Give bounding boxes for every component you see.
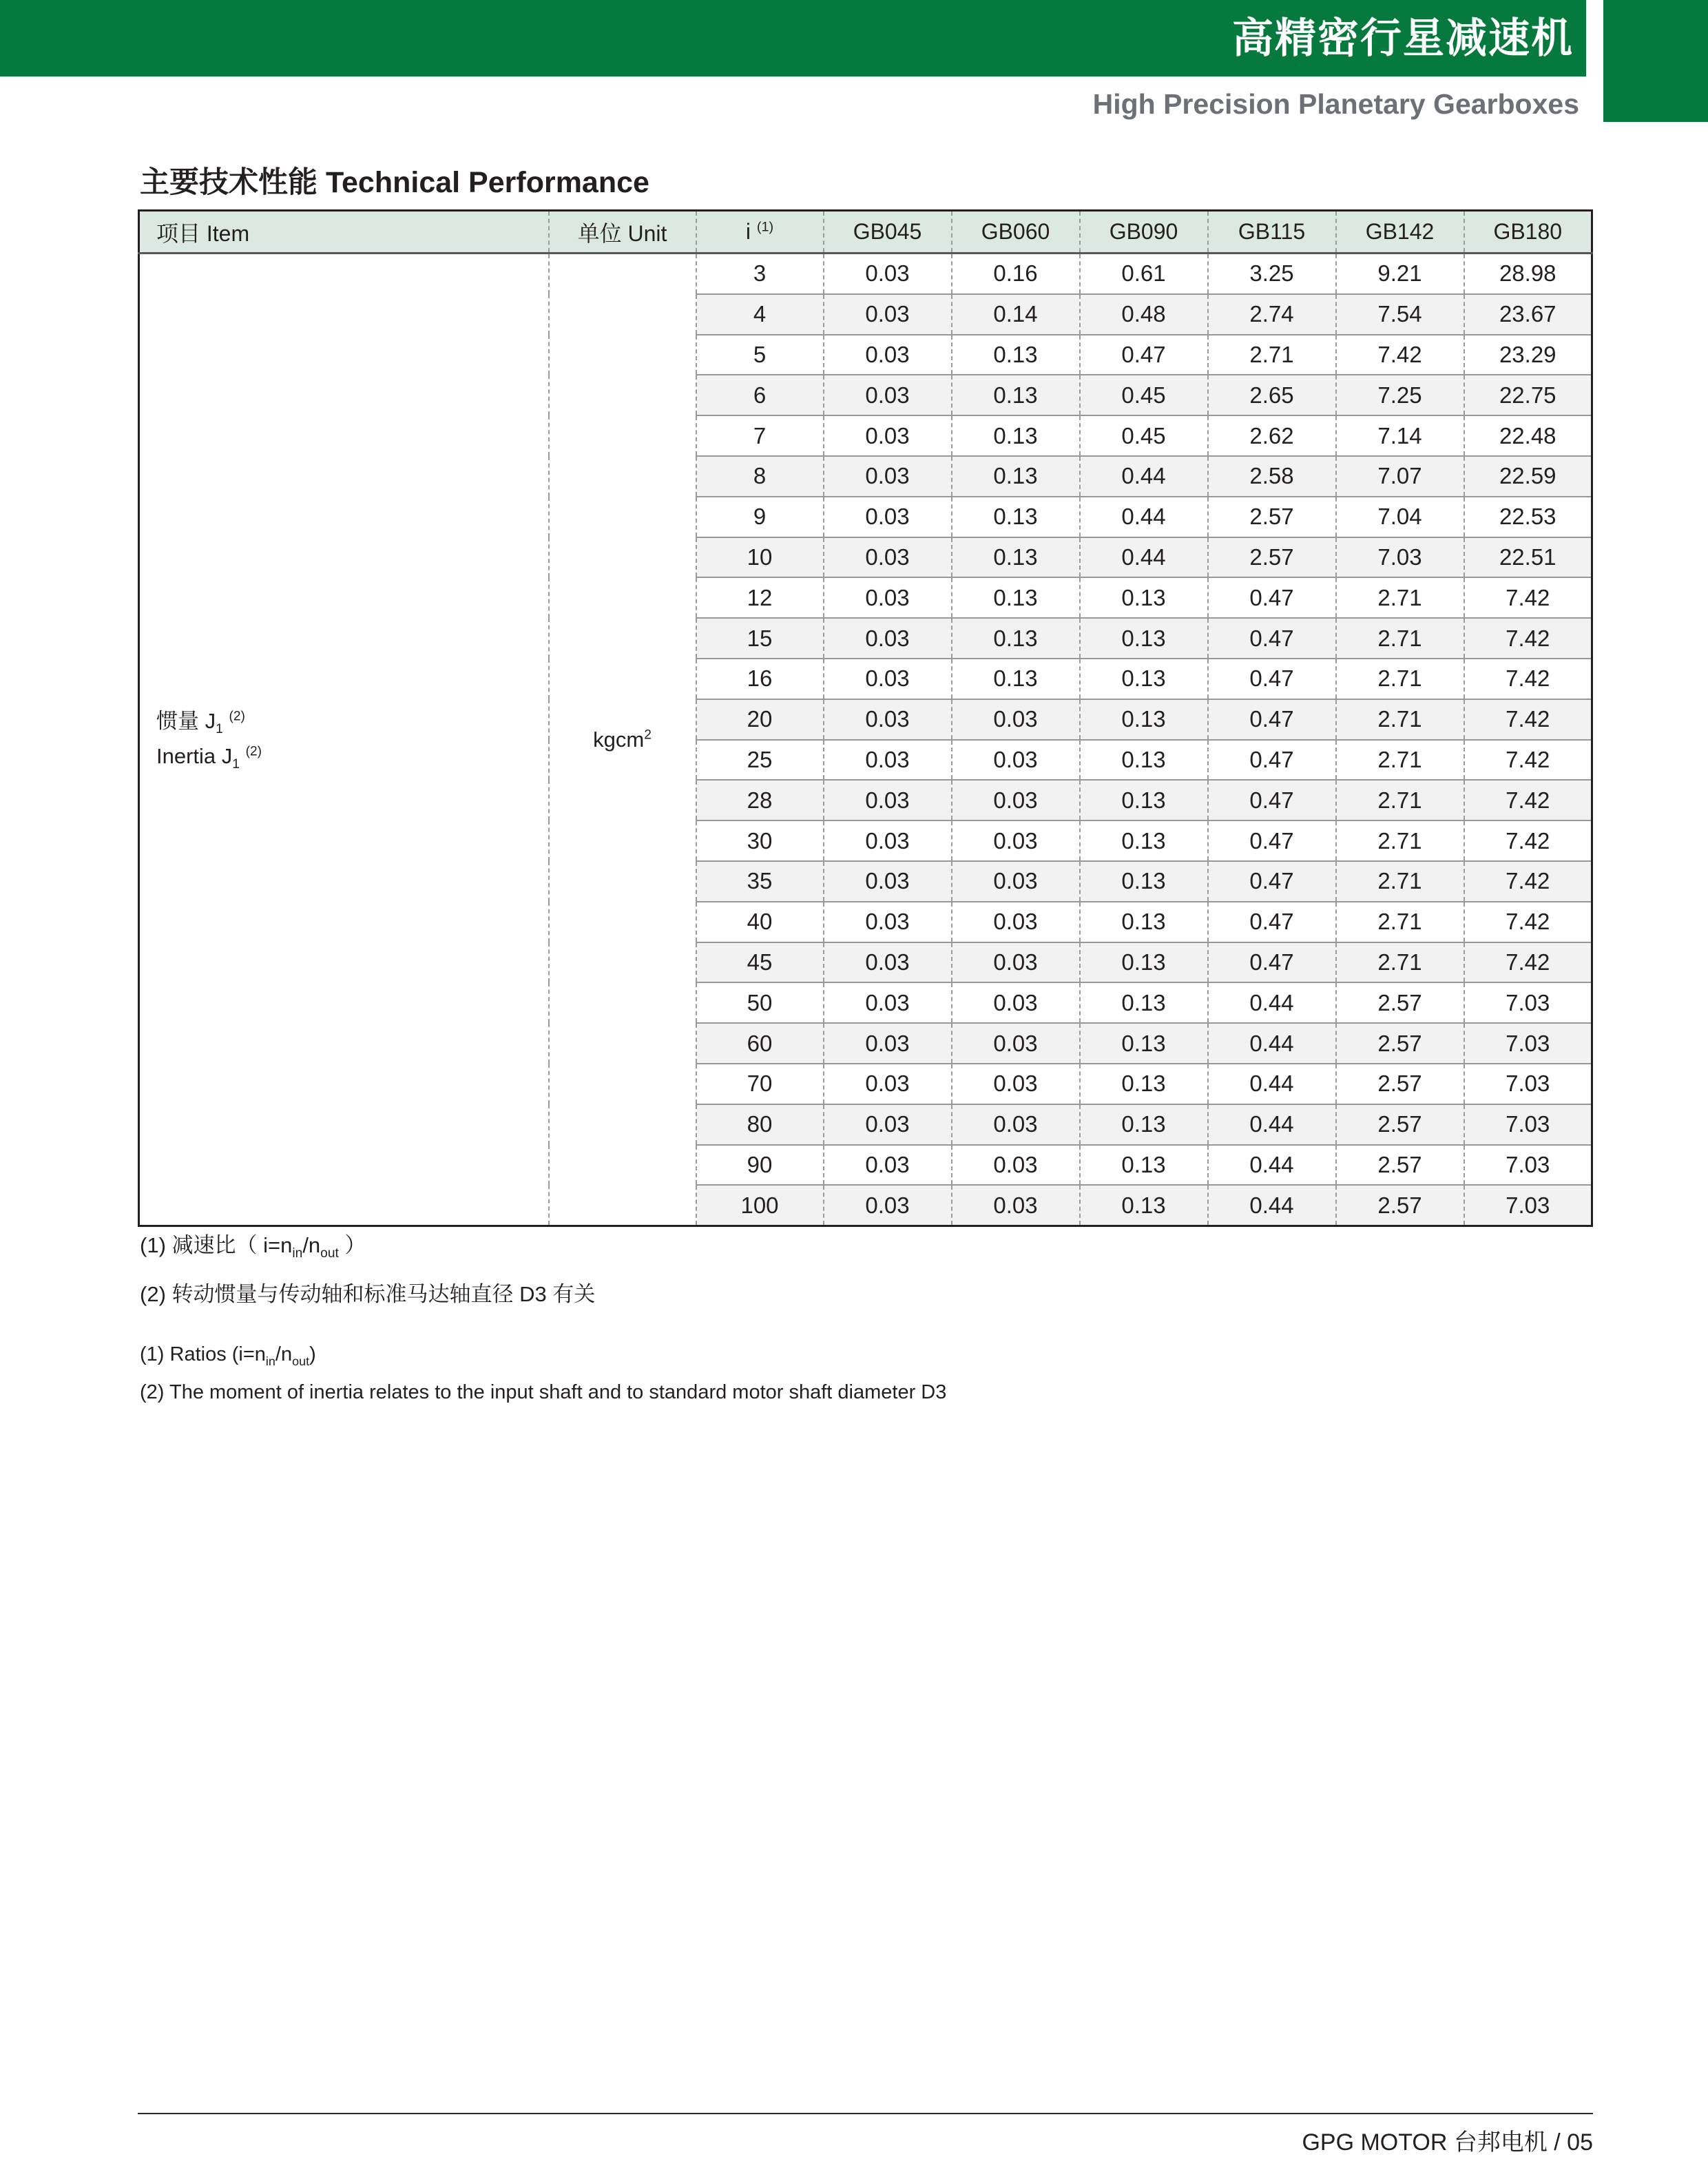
value-cell: 0.44 bbox=[1080, 537, 1208, 578]
value-cell: 7.03 bbox=[1336, 537, 1464, 578]
value-cell: 0.13 bbox=[1080, 659, 1208, 699]
value-cell: 0.13 bbox=[1080, 780, 1208, 820]
value-cell: 0.47 bbox=[1208, 942, 1336, 983]
value-cell: 2.71 bbox=[1336, 740, 1464, 781]
value-cell: 0.45 bbox=[1080, 375, 1208, 415]
value-cell: 2.57 bbox=[1336, 1104, 1464, 1145]
value-cell: 0.16 bbox=[952, 254, 1080, 294]
column-header-item: 项目 Item bbox=[139, 211, 549, 254]
value-cell: 0.44 bbox=[1208, 1064, 1336, 1104]
table-header-row bbox=[139, 211, 1592, 254]
value-cell: 7.42 bbox=[1464, 902, 1592, 942]
value-cell: 7.03 bbox=[1464, 982, 1592, 1023]
value-cell: 0.47 bbox=[1208, 902, 1336, 942]
ratio-cell: 28 bbox=[696, 780, 824, 820]
ratio-cell: 30 bbox=[696, 820, 824, 861]
value-cell: 0.13 bbox=[952, 497, 1080, 537]
value-cell: 0.13 bbox=[1080, 902, 1208, 942]
column-header-gb090: GB090 bbox=[1080, 211, 1208, 254]
value-cell: 0.13 bbox=[1080, 618, 1208, 659]
ratio-cell: 90 bbox=[696, 1145, 824, 1186]
table-body bbox=[139, 254, 1592, 1226]
ratio-cell: 100 bbox=[696, 1185, 824, 1226]
ratio-cell: 9 bbox=[696, 497, 824, 537]
value-cell: 0.03 bbox=[952, 982, 1080, 1023]
ratio-cell: 80 bbox=[696, 1104, 824, 1145]
value-cell: 0.03 bbox=[824, 780, 952, 820]
value-cell: 0.03 bbox=[824, 659, 952, 699]
value-cell: 7.42 bbox=[1464, 861, 1592, 902]
value-cell: 0.03 bbox=[824, 982, 952, 1023]
value-cell: 0.44 bbox=[1080, 497, 1208, 537]
row-label-en: Inertia $J_1$ $^{(2)}$ bbox=[156, 743, 262, 772]
value-cell: 2.57 bbox=[1336, 1185, 1464, 1226]
value-cell: 3.25 bbox=[1208, 254, 1336, 294]
value-cell: 0.47 bbox=[1208, 861, 1336, 902]
value-cell: 0.03 bbox=[952, 820, 1080, 861]
value-cell: 0.03 bbox=[952, 942, 1080, 983]
ratio-cell: 50 bbox=[696, 982, 824, 1023]
value-cell: 22.59 bbox=[1464, 456, 1592, 497]
value-cell: 0.13 bbox=[1080, 1104, 1208, 1145]
value-cell: 0.13 bbox=[1080, 1185, 1208, 1226]
value-cell: 0.03 bbox=[824, 618, 952, 659]
value-cell: 7.03 bbox=[1464, 1145, 1592, 1186]
footnote-zh-1: (1) 减速比（ $i=n_{in}/n_{out}$ ） bbox=[140, 1233, 366, 1261]
footnote-zh-2: (2) 转动惯量与传动轴和标准马达轴直径 D3 有关 bbox=[140, 1282, 596, 1307]
value-cell: 2.57 bbox=[1208, 497, 1336, 537]
value-cell: 0.03 bbox=[824, 942, 952, 983]
value-cell: 0.47 bbox=[1208, 577, 1336, 618]
column-header-gb060: GB060 bbox=[952, 211, 1080, 254]
value-cell: 0.03 bbox=[824, 1023, 952, 1064]
value-cell: 2.71 bbox=[1336, 942, 1464, 983]
ratio-cell: 6 bbox=[696, 375, 824, 415]
footer-page-info: GPG MOTOR 台邦电机 / 05 bbox=[1302, 2129, 1593, 2156]
value-cell: 7.03 bbox=[1464, 1185, 1592, 1226]
value-cell: 9.21 bbox=[1336, 254, 1464, 294]
value-cell: 7.42 bbox=[1464, 618, 1592, 659]
value-cell: 0.03 bbox=[952, 1023, 1080, 1064]
value-cell: 0.03 bbox=[952, 1064, 1080, 1104]
ratio-cell: 40 bbox=[696, 902, 824, 942]
value-cell: 2.71 bbox=[1336, 618, 1464, 659]
table-row bbox=[139, 254, 1592, 294]
section-title: 主要技术性能 Technical Performance bbox=[140, 166, 649, 199]
row-label-cell bbox=[139, 254, 549, 1226]
ratio-cell: 10 bbox=[696, 537, 824, 578]
value-cell: 0.03 bbox=[824, 902, 952, 942]
value-cell: 0.47 bbox=[1208, 618, 1336, 659]
page-subtitle-en: High Precision Planetary Gearboxes bbox=[1092, 88, 1579, 120]
value-cell: 0.13 bbox=[1080, 1145, 1208, 1186]
value-cell: 7.42 bbox=[1336, 335, 1464, 375]
value-cell: 0.03 bbox=[824, 335, 952, 375]
value-cell: 2.71 bbox=[1336, 780, 1464, 820]
value-cell: 0.03 bbox=[824, 294, 952, 335]
value-cell: 2.58 bbox=[1208, 456, 1336, 497]
value-cell: 0.03 bbox=[824, 1145, 952, 1186]
technical-performance-table bbox=[138, 209, 1593, 1227]
value-cell: 0.45 bbox=[1080, 415, 1208, 456]
footer-divider bbox=[138, 2113, 1593, 2114]
value-cell: 7.03 bbox=[1464, 1064, 1592, 1104]
value-cell: 0.03 bbox=[824, 537, 952, 578]
value-cell: 0.03 bbox=[824, 375, 952, 415]
value-cell: 0.44 bbox=[1208, 1023, 1336, 1064]
ratio-cell: 4 bbox=[696, 294, 824, 335]
value-cell: 2.74 bbox=[1208, 294, 1336, 335]
value-cell: 0.03 bbox=[824, 456, 952, 497]
value-cell: 22.53 bbox=[1464, 497, 1592, 537]
footnote-en-2: (2) The moment of inertia relates to the input shaft and to standard motor shaft diameter D3 bbox=[140, 1381, 947, 1403]
value-cell: 0.13 bbox=[952, 537, 1080, 578]
value-cell: 7.25 bbox=[1336, 375, 1464, 415]
value-cell: 22.51 bbox=[1464, 537, 1592, 578]
value-cell: 0.13 bbox=[1080, 982, 1208, 1023]
value-cell: 2.57 bbox=[1336, 1023, 1464, 1064]
value-cell: 0.48 bbox=[1080, 294, 1208, 335]
value-cell: 0.13 bbox=[952, 456, 1080, 497]
ratio-cell: 8 bbox=[696, 456, 824, 497]
value-cell: 7.42 bbox=[1464, 699, 1592, 740]
value-cell: 0.03 bbox=[824, 1064, 952, 1104]
column-header-ratio: i $^{(1)}$ bbox=[696, 211, 824, 254]
value-cell: 0.03 bbox=[952, 902, 1080, 942]
value-cell: 23.29 bbox=[1464, 335, 1592, 375]
value-cell: 7.42 bbox=[1464, 942, 1592, 983]
value-cell: 2.71 bbox=[1336, 820, 1464, 861]
unit-cell: kgcm$^2$ bbox=[549, 254, 696, 1226]
value-cell: 0.47 bbox=[1080, 335, 1208, 375]
value-cell: 2.71 bbox=[1336, 861, 1464, 902]
value-cell: 0.13 bbox=[1080, 861, 1208, 902]
value-cell: 0.13 bbox=[1080, 577, 1208, 618]
ratio-cell: 60 bbox=[696, 1023, 824, 1064]
value-cell: 22.75 bbox=[1464, 375, 1592, 415]
value-cell: 0.13 bbox=[1080, 820, 1208, 861]
value-cell: 7.42 bbox=[1464, 780, 1592, 820]
value-cell: 0.14 bbox=[952, 294, 1080, 335]
value-cell: 0.44 bbox=[1208, 982, 1336, 1023]
footnote-en-1: (1) Ratios $(i=n_{in}/n_{out})$ bbox=[140, 1343, 316, 1368]
ratio-cell: 7 bbox=[696, 415, 824, 456]
value-cell: 0.03 bbox=[824, 740, 952, 781]
ratio-cell: 16 bbox=[696, 659, 824, 699]
value-cell: 0.47 bbox=[1208, 699, 1336, 740]
value-cell: 0.47 bbox=[1208, 780, 1336, 820]
value-cell: 0.47 bbox=[1208, 659, 1336, 699]
value-cell: 28.98 bbox=[1464, 254, 1592, 294]
value-cell: 7.07 bbox=[1336, 456, 1464, 497]
ratio-cell: 12 bbox=[696, 577, 824, 618]
value-cell: 0.44 bbox=[1208, 1145, 1336, 1186]
value-cell: 0.03 bbox=[824, 254, 952, 294]
value-cell: 2.71 bbox=[1208, 335, 1336, 375]
value-cell: 2.57 bbox=[1336, 1145, 1464, 1186]
table-header bbox=[139, 211, 1592, 254]
column-header-unit: 单位 Unit bbox=[549, 211, 696, 254]
value-cell: 0.03 bbox=[952, 1145, 1080, 1186]
column-header-gb142: GB142 bbox=[1336, 211, 1464, 254]
value-cell: 23.67 bbox=[1464, 294, 1592, 335]
value-cell: 2.65 bbox=[1208, 375, 1336, 415]
value-cell: 0.13 bbox=[1080, 1064, 1208, 1104]
value-cell: 22.48 bbox=[1464, 415, 1592, 456]
value-cell: 0.03 bbox=[952, 1185, 1080, 1226]
value-cell: 0.13 bbox=[952, 577, 1080, 618]
value-cell: 0.03 bbox=[824, 1185, 952, 1226]
value-cell: 0.03 bbox=[824, 861, 952, 902]
value-cell: 0.13 bbox=[952, 659, 1080, 699]
value-cell: 0.47 bbox=[1208, 740, 1336, 781]
ratio-cell: 45 bbox=[696, 942, 824, 983]
value-cell: 0.03 bbox=[952, 861, 1080, 902]
value-cell: 0.13 bbox=[1080, 699, 1208, 740]
value-cell: 2.57 bbox=[1336, 1064, 1464, 1104]
value-cell: 7.42 bbox=[1464, 577, 1592, 618]
value-cell: 0.03 bbox=[824, 699, 952, 740]
value-cell: 0.03 bbox=[952, 740, 1080, 781]
value-cell: 0.03 bbox=[952, 699, 1080, 740]
ratio-cell: 20 bbox=[696, 699, 824, 740]
value-cell: 0.03 bbox=[824, 497, 952, 537]
value-cell: 2.71 bbox=[1336, 699, 1464, 740]
column-header-gb115: GB115 bbox=[1208, 211, 1336, 254]
ratio-cell: 15 bbox=[696, 618, 824, 659]
header-accent-square bbox=[1603, 0, 1708, 122]
value-cell: 0.47 bbox=[1208, 820, 1336, 861]
value-cell: 7.42 bbox=[1464, 820, 1592, 861]
column-header-gb180: GB180 bbox=[1464, 211, 1592, 254]
value-cell: 2.57 bbox=[1208, 537, 1336, 578]
value-cell: 0.13 bbox=[952, 415, 1080, 456]
value-cell: 0.44 bbox=[1080, 456, 1208, 497]
value-cell: 0.44 bbox=[1208, 1104, 1336, 1145]
ratio-cell: 25 bbox=[696, 740, 824, 781]
ratio-cell: 35 bbox=[696, 861, 824, 902]
value-cell: 7.42 bbox=[1464, 659, 1592, 699]
value-cell: 0.03 bbox=[952, 1104, 1080, 1145]
value-cell: 7.04 bbox=[1336, 497, 1464, 537]
value-cell: 0.13 bbox=[1080, 942, 1208, 983]
value-cell: 0.03 bbox=[824, 577, 952, 618]
value-cell: 0.13 bbox=[952, 618, 1080, 659]
value-cell: 2.62 bbox=[1208, 415, 1336, 456]
value-cell: 7.42 bbox=[1464, 740, 1592, 781]
value-cell: 2.71 bbox=[1336, 902, 1464, 942]
value-cell: 0.03 bbox=[824, 415, 952, 456]
value-cell: 0.13 bbox=[952, 375, 1080, 415]
value-cell: 0.13 bbox=[952, 335, 1080, 375]
value-cell: 0.13 bbox=[1080, 740, 1208, 781]
page-title-zh: 高精密行星减速机 bbox=[1232, 15, 1574, 61]
column-header-gb045: GB045 bbox=[824, 211, 952, 254]
value-cell: 0.44 bbox=[1208, 1185, 1336, 1226]
value-cell: 2.57 bbox=[1336, 982, 1464, 1023]
ratio-cell: 70 bbox=[696, 1064, 824, 1104]
value-cell: 0.03 bbox=[824, 1104, 952, 1145]
ratio-cell: 3 bbox=[696, 254, 824, 294]
value-cell: 2.71 bbox=[1336, 659, 1464, 699]
ratio-cell: 5 bbox=[696, 335, 824, 375]
value-cell: 7.14 bbox=[1336, 415, 1464, 456]
value-cell: 7.54 bbox=[1336, 294, 1464, 335]
value-cell: 0.03 bbox=[824, 820, 952, 861]
header-bar bbox=[0, 0, 1586, 76]
value-cell: 0.03 bbox=[952, 780, 1080, 820]
footnotes bbox=[140, 1228, 946, 1404]
row-label-zh: 惯量 $J_1$ $^{(2)}$ bbox=[156, 708, 245, 736]
value-cell: 2.71 bbox=[1336, 577, 1464, 618]
value-cell: 0.13 bbox=[1080, 1023, 1208, 1064]
value-cell: 0.61 bbox=[1080, 254, 1208, 294]
value-cell: 7.03 bbox=[1464, 1104, 1592, 1145]
value-cell: 7.03 bbox=[1464, 1023, 1592, 1064]
